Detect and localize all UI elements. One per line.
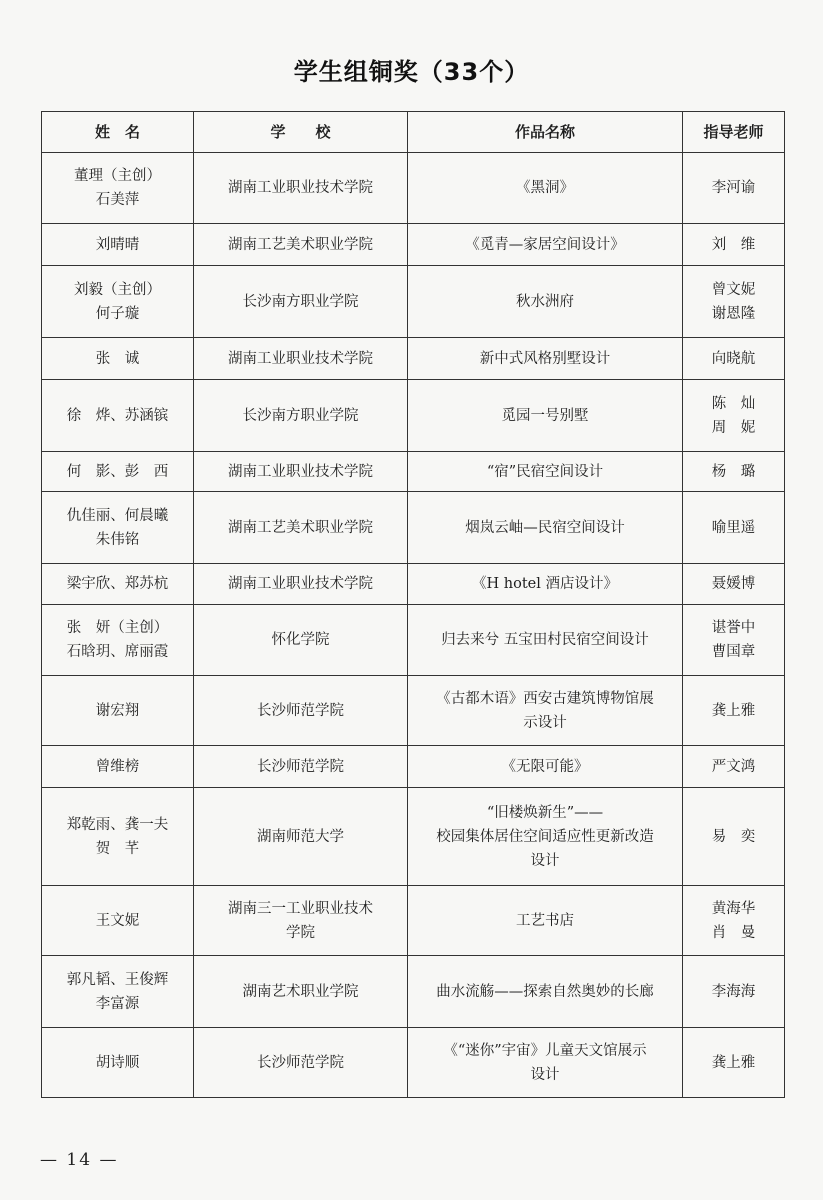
cell-name: 胡诗顺	[42, 1028, 194, 1098]
table-row	[42, 224, 785, 266]
cell-work: 《觅青—家居空间设计》	[408, 224, 683, 266]
cell-name: 郭凡韬、王俊辉 李富源	[42, 956, 194, 1028]
cell-name: 刘晴晴	[42, 224, 194, 266]
table-row	[42, 452, 785, 492]
cell-school: 湖南工艺美术职业学院	[194, 492, 408, 564]
cell-advisor: 谌誉中 曹国章	[683, 605, 785, 676]
cell-school: 湖南三一工业职业技术 学院	[194, 886, 408, 956]
cell-advisor: 易 奕	[683, 788, 785, 886]
cell-advisor: 刘 维	[683, 224, 785, 266]
cell-advisor: 喻里遥	[683, 492, 785, 564]
cell-name: 郑乾雨、龚一夫 贺 芊	[42, 788, 194, 886]
cell-school: 湖南师范大学	[194, 788, 408, 886]
cell-name: 刘毅（主创） 何子璇	[42, 266, 194, 338]
cell-work: 《古都木语》西安古建筑博物馆展 示设计	[408, 676, 683, 746]
cell-advisor: 龚上雅	[683, 676, 785, 746]
cell-school: 长沙南方职业学院	[194, 380, 408, 452]
cell-work: “旧楼焕新生”—— 校园集体居住空间适应性更新改造 设计	[408, 788, 683, 886]
cell-school: 长沙师范学院	[194, 746, 408, 788]
cell-work: 新中式风格别墅设计	[408, 338, 683, 380]
table-row	[42, 676, 785, 746]
cell-school: 湖南工业职业技术学院	[194, 153, 408, 224]
header-school: 学 校	[194, 112, 408, 153]
cell-work: “宿”民宿空间设计	[408, 452, 683, 492]
cell-work: 工艺书店	[408, 886, 683, 956]
table-row	[42, 956, 785, 1028]
header-name: 姓 名	[42, 112, 194, 153]
cell-work: 《黑洞》	[408, 153, 683, 224]
cell-name: 王文妮	[42, 886, 194, 956]
table-row	[42, 153, 785, 224]
table-header-row	[42, 112, 785, 153]
cell-work: 觅园一号别墅	[408, 380, 683, 452]
cell-advisor: 聂媛博	[683, 564, 785, 605]
cell-school: 长沙师范学院	[194, 1028, 408, 1098]
cell-advisor: 陈 灿 周 妮	[683, 380, 785, 452]
cell-work: 归去来兮 五宝田村民宿空间设计	[408, 605, 683, 676]
cell-advisor: 曾文妮 谢恩隆	[683, 266, 785, 338]
cell-advisor: 黄海华 肖 曼	[683, 886, 785, 956]
cell-name: 何 影、彭 西	[42, 452, 194, 492]
cell-school: 湖南艺术职业学院	[194, 956, 408, 1028]
cell-school: 湖南工业职业技术学院	[194, 338, 408, 380]
table-row	[42, 266, 785, 338]
table-row	[42, 886, 785, 956]
cell-name: 谢宏翔	[42, 676, 194, 746]
cell-work: 秋水洲府	[408, 266, 683, 338]
page-number: — 14 —	[40, 1150, 119, 1170]
cell-name: 仇佳丽、何晨曦 朱伟铭	[42, 492, 194, 564]
header-advisor: 指导老师	[683, 112, 785, 153]
cell-advisor: 严文鸿	[683, 746, 785, 788]
cell-name: 张 妍（主创） 石晗玥、席丽霞	[42, 605, 194, 676]
cell-work: 烟岚云岫—民宿空间设计	[408, 492, 683, 564]
table-row	[42, 380, 785, 452]
cell-name: 张 诚	[42, 338, 194, 380]
cell-work: 《无限可能》	[408, 746, 683, 788]
cell-school: 湖南工艺美术职业学院	[194, 224, 408, 266]
cell-advisor: 杨 璐	[683, 452, 785, 492]
cell-advisor: 龚上雅	[683, 1028, 785, 1098]
cell-work: 《H hotel 酒店设计》	[408, 564, 683, 605]
cell-school: 长沙南方职业学院	[194, 266, 408, 338]
cell-name: 董理（主创） 石美萍	[42, 153, 194, 224]
table-row	[42, 605, 785, 676]
table-row	[42, 492, 785, 564]
table-row	[42, 788, 785, 886]
cell-advisor: 李海海	[683, 956, 785, 1028]
cell-work: 《“迷你”宇宙》儿童天文馆展示 设计	[408, 1028, 683, 1098]
table-row	[42, 338, 785, 380]
awards-table	[41, 111, 785, 1098]
cell-name: 徐 烨、苏涵镔	[42, 380, 194, 452]
cell-advisor: 向晓航	[683, 338, 785, 380]
header-work: 作品名称	[408, 112, 683, 153]
cell-name: 梁宇欣、郑苏杭	[42, 564, 194, 605]
cell-name: 曾维榜	[42, 746, 194, 788]
page-title: 学生组铜奖（33个）	[293, 58, 530, 86]
cell-school: 怀化学院	[194, 605, 408, 676]
table-row	[42, 564, 785, 605]
cell-school: 长沙师范学院	[194, 676, 408, 746]
table-row	[42, 746, 785, 788]
cell-school: 湖南工业职业技术学院	[194, 564, 408, 605]
cell-advisor: 李河谕	[683, 153, 785, 224]
cell-work: 曲水流觞——探索自然奥妙的长廊	[408, 956, 683, 1028]
table-row	[42, 1028, 785, 1098]
cell-school: 湖南工业职业技术学院	[194, 452, 408, 492]
